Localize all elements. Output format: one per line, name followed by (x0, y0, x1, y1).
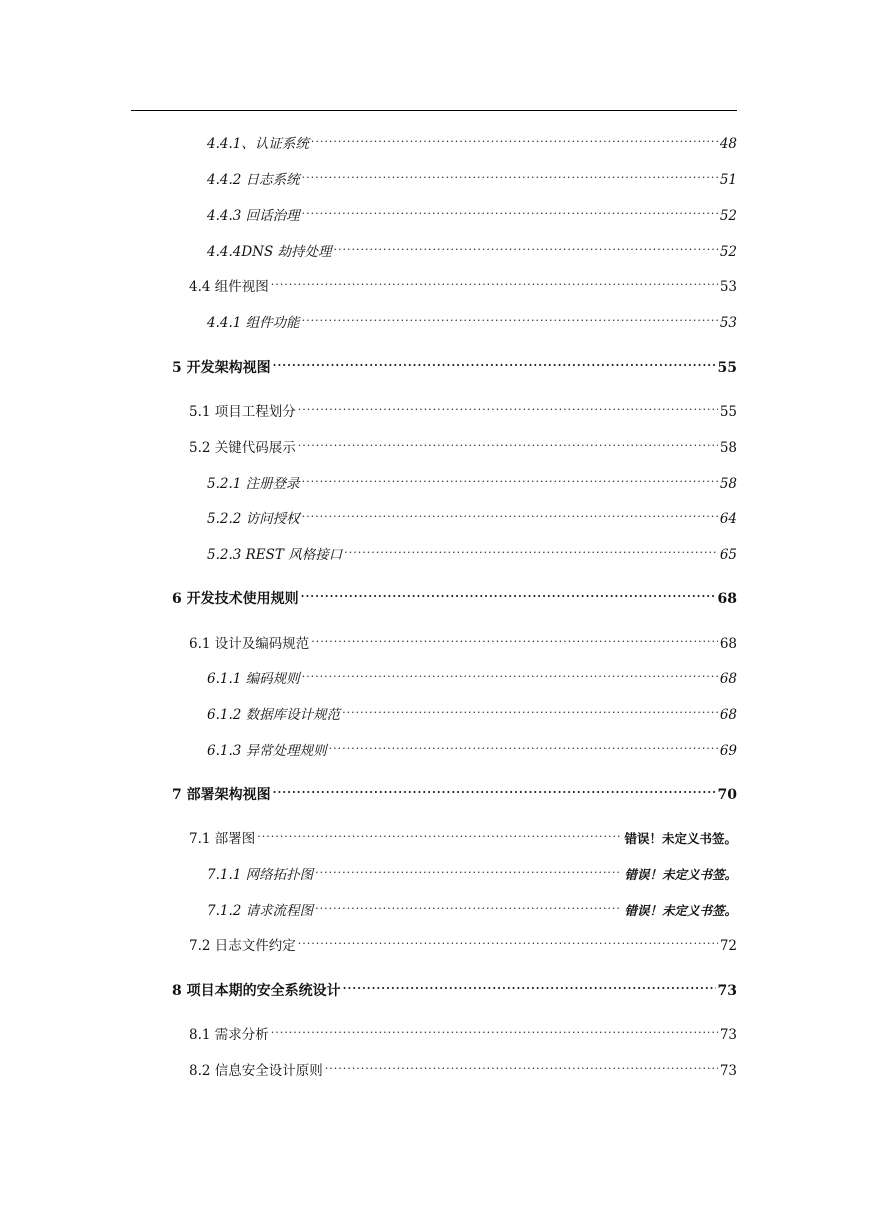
toc-entry-4-4-2-log[interactable] (207, 164, 737, 188)
toc-entry-title: 8.2 信息安全设计原则 (189, 1063, 323, 1079)
toc-entry-4-4-1-component-function[interactable] (207, 307, 737, 331)
dot-leader (302, 503, 718, 523)
toc-entry-6-1-2-db-design[interactable] (207, 699, 737, 723)
toc-entry-title: 5 开发架构视图 (172, 360, 271, 376)
dot-leader (273, 779, 716, 799)
toc-entry-4-4-3-session[interactable] (207, 200, 737, 224)
dot-leader (273, 352, 716, 372)
toc-entry-5-dev-architecture[interactable] (172, 352, 737, 376)
toc-entry-page: 72 (719, 938, 737, 954)
toc-entry-title: 5.1 项目工程划分 (189, 404, 296, 420)
toc-entry-title: 5.2.2 访问授权 (207, 511, 300, 527)
toc-entry-title: 7.1 部署图 (189, 831, 256, 847)
dot-leader (329, 735, 718, 755)
dot-leader (343, 975, 716, 995)
toc-entry-page: 58 (719, 476, 737, 492)
dot-leader (298, 396, 718, 416)
toc-entry-title: 6.1.3 异常处理规则 (207, 743, 327, 759)
toc-entry-page: 53 (719, 279, 737, 295)
toc-entry-page: 65 (719, 547, 737, 563)
toc-entry-page: 70 (717, 787, 737, 803)
toc-entry-title: 4.4.3 回话治理 (207, 208, 300, 224)
toc-entry-page: 68 (719, 707, 737, 723)
dot-leader (301, 583, 716, 603)
toc-entry-title: 7.2 日志文件约定 (189, 938, 296, 954)
toc-entry-4-4-4-dns[interactable] (207, 236, 737, 260)
toc-entry-4-4-component-view[interactable] (189, 271, 737, 295)
toc-entry-title: 8 项目本期的安全系统设计 (172, 983, 341, 999)
toc-entry-5-2-1-register-login[interactable] (207, 468, 737, 492)
dot-leader (298, 930, 718, 950)
toc-entry-6-1-design-coding[interactable] (189, 628, 737, 652)
dot-leader (302, 200, 718, 220)
toc-entry-5-2-key-code[interactable] (189, 432, 737, 456)
dot-leader (342, 699, 718, 719)
toc-entry-page: 69 (719, 743, 737, 759)
dot-leader (271, 271, 718, 291)
toc-entry-7-1-2-request-flow[interactable] (207, 895, 737, 919)
toc-entry-title: 7.1.2 请求流程图 (207, 903, 314, 919)
dot-leader (302, 663, 718, 683)
toc-entry-title: 4.4.2 日志系统 (207, 172, 300, 188)
toc-entry-title: 8.1 需求分析 (189, 1027, 269, 1043)
toc-entry-title: 4.4 组件视图 (189, 279, 269, 295)
toc-entry-5-2-3-rest[interactable] (207, 539, 737, 563)
toc-entry-page-error: 错误！未定义书签。 (624, 831, 737, 846)
toc-entry-6-dev-tech-rules[interactable] (172, 583, 737, 607)
toc-entry-title: 4.4.4DNS 劫持处理 (207, 244, 332, 260)
toc-entry-title: 4.4.1、认证系统 (207, 136, 309, 152)
dot-leader (298, 432, 718, 452)
toc-entry-7-1-1-network-topology[interactable] (207, 859, 737, 883)
toc-entry-7-1-deployment-diagram[interactable] (189, 823, 737, 847)
toc-entry-page: 64 (719, 511, 737, 527)
toc-entry-page: 73 (719, 1027, 737, 1043)
dot-leader (302, 164, 718, 184)
dot-leader (311, 628, 718, 648)
dot-leader (311, 128, 718, 148)
toc-entry-7-2-log-files[interactable] (189, 930, 737, 954)
toc-entry-title: 6.1.1 编码规则 (207, 671, 300, 687)
toc-entry-title: 5.2.1 注册登录 (207, 476, 300, 492)
dot-leader (257, 823, 622, 843)
toc-entry-7-deployment[interactable] (172, 779, 737, 803)
toc-entry-title: 4.4.1 组件功能 (207, 315, 300, 331)
dot-leader (302, 307, 718, 327)
toc-entry-page: 51 (719, 172, 737, 188)
toc-entry-5-1-project-division[interactable] (189, 396, 737, 420)
toc-entry-page: 52 (719, 208, 737, 224)
toc-entry-title: 6.1.2 数据库设计规范 (207, 707, 341, 723)
dot-leader (302, 468, 718, 488)
toc-entry-page-error: 错误！未定义书签。 (624, 867, 737, 882)
toc-entry-page-error: 错误！未定义书签。 (624, 903, 737, 918)
toc-entry-4-4-1-auth[interactable] (207, 128, 737, 152)
toc-entry-8-1-requirements[interactable] (189, 1019, 737, 1043)
toc-entry-page: 52 (719, 244, 737, 260)
toc-entry-title: 5.2 关键代码展示 (189, 440, 296, 456)
toc-entry-title: 7.1.1 网络拓扑图 (207, 867, 314, 883)
toc-entry-8-2-security-principles[interactable] (189, 1055, 737, 1079)
toc-entry-page: 68 (719, 636, 737, 652)
toc-entry-title: 6 开发技术使用规则 (172, 591, 299, 607)
dot-leader (344, 539, 718, 559)
toc-entry-page: 68 (719, 671, 737, 687)
toc-entry-6-1-1-coding-rules[interactable] (207, 663, 737, 687)
toc-entry-page: 73 (719, 1063, 737, 1079)
dot-leader (315, 895, 622, 915)
dot-leader (325, 1055, 718, 1075)
toc-entry-page: 58 (719, 440, 737, 456)
toc-entry-page: 53 (719, 315, 737, 331)
dot-leader (334, 236, 718, 256)
toc-entry-8-security-design[interactable] (172, 975, 737, 999)
toc-entry-page: 55 (717, 360, 737, 376)
toc-entry-title: 6.1 设计及编码规范 (189, 636, 310, 652)
toc-entry-page: 73 (717, 983, 737, 999)
toc-entry-5-2-2-access-auth[interactable] (207, 503, 737, 527)
dot-leader (271, 1019, 718, 1039)
toc-entry-page: 48 (719, 136, 737, 152)
toc-entry-6-1-3-exception[interactable] (207, 735, 737, 759)
toc-entry-title: 5.2.3 REST 风格接口 (207, 547, 343, 563)
toc-entry-page: 55 (719, 404, 737, 420)
dot-leader (315, 859, 622, 879)
toc-entry-page: 68 (717, 591, 737, 607)
toc-entry-title: 7 部署架构视图 (172, 787, 271, 803)
